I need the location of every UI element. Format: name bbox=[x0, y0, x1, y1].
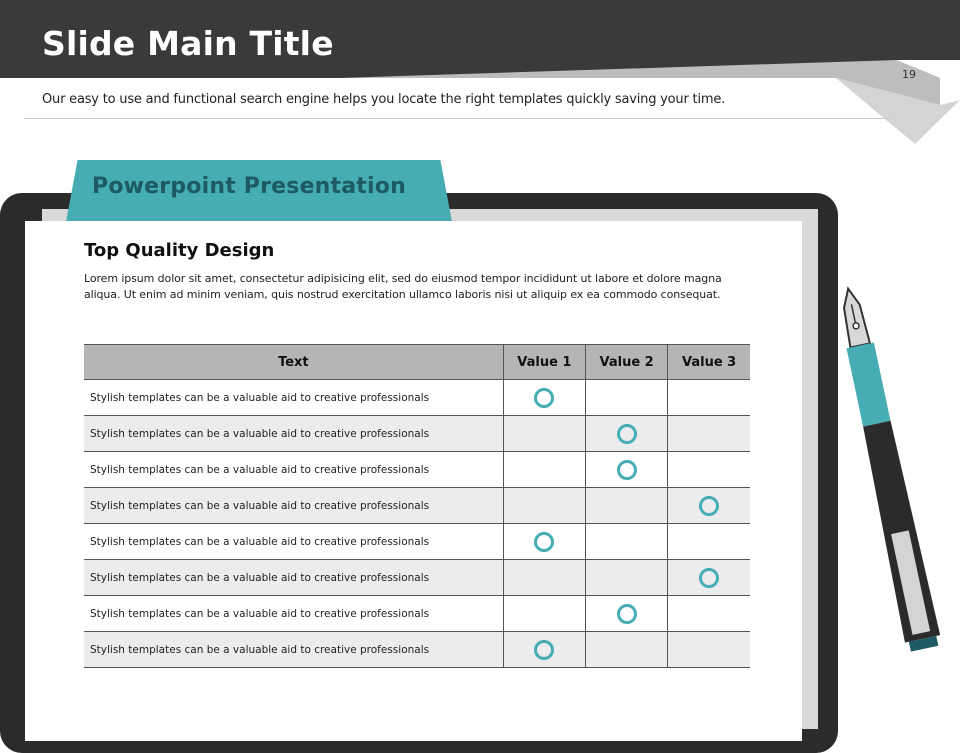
value-2-cell bbox=[585, 524, 667, 560]
value-2-cell bbox=[585, 488, 667, 524]
fountain-pen-illustration bbox=[840, 280, 960, 670]
column-header-value-2: Value 2 bbox=[585, 345, 667, 380]
circle-marker-icon bbox=[617, 460, 637, 480]
comparison-table bbox=[84, 344, 750, 668]
body-paragraph: Lorem ipsum dolor sit amet, consectetur adipisicing elit, sed do eiusmod tempor incididunt ut labore et dolore magna aliqua. Ut enim ad minim veniam, quis nostrud exercitation ullamco laboris nisi ut aliquip ex ea commodo consequat. bbox=[84, 272, 722, 301]
circle-marker-icon bbox=[699, 568, 719, 588]
table-row bbox=[84, 560, 750, 596]
circle-marker-icon bbox=[617, 424, 637, 444]
page-number: 19 bbox=[902, 68, 916, 81]
column-header-value-3: Value 3 bbox=[668, 345, 750, 380]
value-3-cell bbox=[668, 524, 750, 560]
value-3-cell bbox=[668, 416, 750, 452]
table-body bbox=[84, 380, 750, 668]
circle-marker-icon bbox=[534, 388, 554, 408]
value-3-cell bbox=[668, 452, 750, 488]
row-text-cell: Stylish templates can be a valuable aid to creative professionals bbox=[84, 524, 503, 560]
value-1-cell bbox=[503, 488, 585, 524]
circle-marker-icon bbox=[617, 604, 637, 624]
slide-subtitle: Our easy to use and functional search engine helps you locate the right templates quickly saving your time. bbox=[42, 92, 726, 107]
tab-label: Powerpoint Presentation bbox=[92, 174, 406, 199]
row-text-cell: Stylish templates can be a valuable aid to creative professionals bbox=[84, 632, 503, 668]
row-text-cell: Stylish templates can be a valuable aid to creative professionals bbox=[84, 596, 503, 632]
circle-marker-icon bbox=[699, 496, 719, 516]
value-2-cell bbox=[585, 380, 667, 416]
column-header-text: Text bbox=[84, 345, 503, 380]
circle-marker-icon bbox=[534, 640, 554, 660]
table-row bbox=[84, 596, 750, 632]
row-text-cell: Stylish templates can be a valuable aid to creative professionals bbox=[84, 380, 503, 416]
value-2-cell bbox=[585, 416, 667, 452]
value-1-cell bbox=[503, 632, 585, 668]
subtitle-divider bbox=[24, 118, 890, 119]
table-row bbox=[84, 632, 750, 668]
value-2-cell bbox=[585, 596, 667, 632]
row-text-cell: Stylish templates can be a valuable aid to creative professionals bbox=[84, 560, 503, 596]
table-row bbox=[84, 452, 750, 488]
table-row bbox=[84, 380, 750, 416]
value-3-cell bbox=[668, 632, 750, 668]
table-header-row bbox=[84, 345, 750, 380]
value-3-cell bbox=[668, 488, 750, 524]
section-heading: Top Quality Design bbox=[84, 240, 275, 261]
table-row bbox=[84, 416, 750, 452]
row-text-cell: Stylish templates can be a valuable aid to creative professionals bbox=[84, 488, 503, 524]
circle-marker-icon bbox=[534, 532, 554, 552]
value-1-cell bbox=[503, 560, 585, 596]
row-text-cell: Stylish templates can be a valuable aid to creative professionals bbox=[84, 452, 503, 488]
value-2-cell bbox=[585, 452, 667, 488]
table-row bbox=[84, 524, 750, 560]
value-1-cell bbox=[503, 380, 585, 416]
value-2-cell bbox=[585, 560, 667, 596]
value-1-cell bbox=[503, 524, 585, 560]
row-text-cell: Stylish templates can be a valuable aid to creative professionals bbox=[84, 416, 503, 452]
value-3-cell bbox=[668, 560, 750, 596]
table-row bbox=[84, 488, 750, 524]
column-header-value-1: Value 1 bbox=[503, 345, 585, 380]
value-3-cell bbox=[668, 380, 750, 416]
value-3-cell bbox=[668, 596, 750, 632]
slide-title: Slide Main Title bbox=[42, 24, 334, 63]
value-1-cell bbox=[503, 416, 585, 452]
value-1-cell bbox=[503, 452, 585, 488]
value-2-cell bbox=[585, 632, 667, 668]
value-1-cell bbox=[503, 596, 585, 632]
